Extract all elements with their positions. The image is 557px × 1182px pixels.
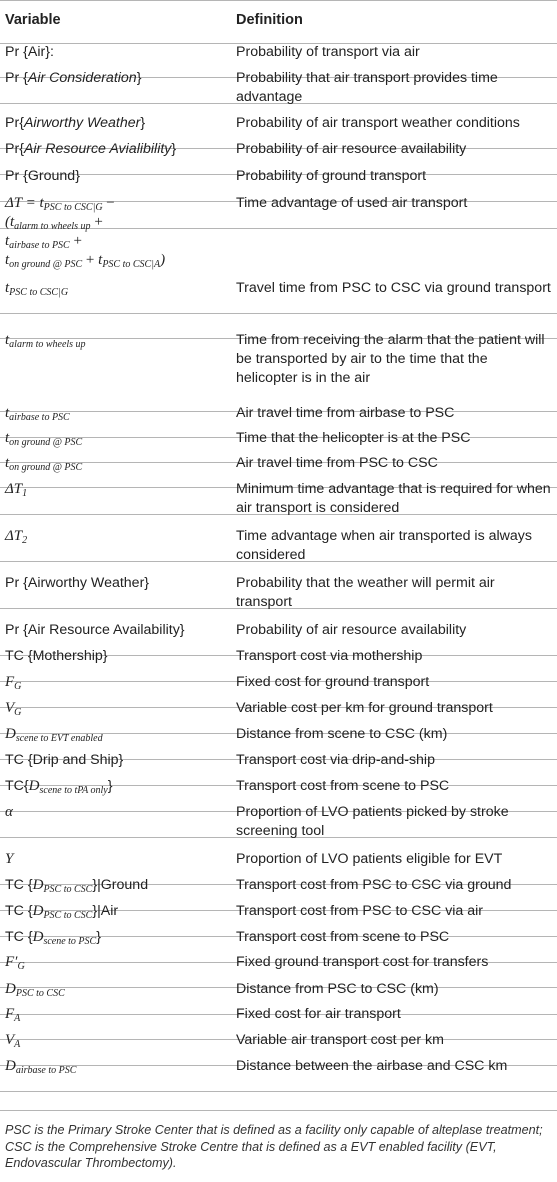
variable-prefix: TC { <box>5 877 33 893</box>
variable-cell <box>5 980 230 999</box>
variable-cell <box>5 621 230 640</box>
variable-suffix: } <box>96 929 101 945</box>
definition-cell: Probability that air transport provides time advantage <box>236 70 498 105</box>
variable-cell <box>5 777 230 796</box>
variable-cell <box>5 751 230 770</box>
variable-cell <box>5 140 230 159</box>
variable-symbol: $D_{PSC to CSC}$ <box>32 877 93 895</box>
variable-suffix: } <box>171 141 177 157</box>
variable-italic: Air Consideration <box>27 70 137 86</box>
variable-cell <box>5 673 230 692</box>
variable-subscript: A <box>14 1039 21 1050</box>
variable-symbol: $D_{PSC to CSC}$ <box>5 981 65 999</box>
variable-subscript: on ground @ PSC <box>9 462 83 473</box>
variable-symbol: $F'_G$ <box>5 954 25 972</box>
variable-subscript: scene to tPA only <box>39 785 108 796</box>
definition-cell: Air travel time from PSC to CSC <box>236 455 438 471</box>
variable-suffix: }|Air <box>92 903 119 919</box>
variable-subscript: 2 <box>22 535 28 546</box>
variable-subscript: PSC to CSC <box>43 884 93 895</box>
definition-cell: Probability of air transport weather conditions <box>236 115 520 131</box>
variable-prefix: Pr {Airworthy Weather} <box>5 575 150 591</box>
variable-symbol: $\Delta T_2$ <box>5 528 28 546</box>
variable-cell <box>5 43 230 62</box>
variable-cell <box>5 69 230 88</box>
variable-cell <box>5 167 230 186</box>
table-footnote: PSC is the Primary Stroke Center that is defined as a facility only capable of alteplase treatment; CSC is the Comprehensive Stroke Centre that is defined as a EVT enabled facility (EVT, Endovascular Thrombectomy). <box>5 1123 543 1170</box>
definition-cell: Probability of air resource availability <box>236 622 467 638</box>
variable-prefix: TC { <box>5 903 33 919</box>
variable-cell <box>5 1005 230 1024</box>
variable-cell <box>5 480 230 499</box>
variable-suffix: } <box>107 778 113 794</box>
variable-cell <box>5 876 230 895</box>
variable-symbol: $F_A$ <box>5 1006 21 1024</box>
variable-cell <box>5 902 230 921</box>
variable-cell <box>5 429 230 448</box>
definition-cell: Variable air transport cost per km <box>236 1032 444 1048</box>
variable-symbol: $F_G$ <box>5 674 22 692</box>
variable-subscript: G <box>14 681 22 692</box>
variable-subscript: 1 <box>22 488 28 499</box>
variable-symbol: $V_A$ <box>5 1032 21 1050</box>
variable-symbol: $t_{on ground @ PSC}$ <box>5 455 83 473</box>
variable-subscript: alarm to wheels up <box>9 339 86 350</box>
definition-cell: Transport cost from PSC to CSC via ground <box>236 877 512 893</box>
definition-cell: Probability that the weather will permit air transport <box>236 575 495 610</box>
definition-cell: Time advantage of used air transport <box>236 195 468 211</box>
definition-cell: Probability of air resource availability <box>236 141 467 157</box>
definition-cell: Air travel time from airbase to PSC <box>236 405 455 421</box>
variable-subscript: PSC to CSC|G <box>9 287 69 298</box>
definition-cell: Proportion of LVO patients eligible for EVT <box>236 851 503 867</box>
variable-symbol: $t_{airbase to PSC}$ <box>5 405 70 423</box>
variable-symbol: $\Delta T_1$ <box>5 481 28 499</box>
variable-cell <box>5 850 230 869</box>
definition-cell: Time advantage when air transported is always considered <box>236 528 532 563</box>
variable-subscript: scene to EVT enabled <box>15 733 103 744</box>
column-header-definition: Definition <box>236 12 303 28</box>
variable-symbol: $t_{alarm to wheels up}$ <box>5 332 86 350</box>
variable-symbol: $D_{scene to EVT enabled}$ <box>5 726 103 744</box>
variable-cell <box>5 279 230 298</box>
definition-cell: Variable cost per km for ground transport <box>236 700 493 716</box>
variable-symbol: $D_{airbase to PSC}$ <box>5 1058 77 1076</box>
definition-cell: Proportion of LVO patients picked by stroke screening tool <box>236 804 509 839</box>
variable-cell <box>5 194 230 270</box>
variable-symbol: $V_G$ <box>5 700 22 718</box>
variable-symbol: α <box>5 804 13 820</box>
definition-cell: Fixed cost for air transport <box>236 1006 401 1022</box>
variable-cell <box>5 404 230 423</box>
definition-cell: Distance from scene to CSC (km) <box>236 726 448 742</box>
variable-symbol: $D_{scene to PSC}$ <box>32 929 97 947</box>
variable-subscript: PSC to CSC <box>43 910 93 921</box>
variable-italic: Air Resource Avialibility <box>23 141 172 157</box>
definition-cell: Transport cost from scene to PSC <box>236 778 450 794</box>
variable-prefix: Pr { <box>5 70 28 86</box>
variable-prefix: TC { <box>5 929 33 945</box>
definition-cell: Transport cost from scene to PSC <box>236 929 450 945</box>
table-top-rule <box>0 0 557 1</box>
definition-cell: Transport cost via mothership <box>236 648 423 664</box>
variable-cell <box>5 647 230 666</box>
variable-subscript: airbase to PSC <box>15 1065 77 1076</box>
variable-prefix: Pr {Air Resource Availability} <box>5 622 185 638</box>
variable-suffix: } <box>136 70 142 86</box>
variable-symbol: $t_{on ground @ PSC}$ <box>5 430 83 448</box>
time-advantage-formula: $\Delta T = t_{PSC to CSC|G}$ − ($t_{alarm to wheels up}$ + $t_{airbase to PSC}$ + $t_{on ground @ PSC} + t_{PSC to CSC|A}$) <box>5 195 166 270</box>
variable-subscript: G <box>17 961 25 972</box>
variable-suffix: }|Ground <box>92 877 149 893</box>
definition-cell: Travel time from PSC to CSC via ground transport <box>236 280 551 296</box>
variable-cell <box>5 928 230 947</box>
definition-cell: Probability of ground transport <box>236 168 427 184</box>
variable-symbol: $D_{PSC to CSC}$ <box>32 903 93 921</box>
variable-subscript: PSC to CSC <box>15 988 65 999</box>
variable-prefix: Pr {Ground} <box>5 168 80 184</box>
row-rule <box>0 313 557 314</box>
definition-cell: Probability of transport via air <box>236 44 420 60</box>
column-header-variable: Variable <box>5 12 61 28</box>
definition-cell: Distance between the airbase and CSC km <box>236 1058 508 1074</box>
definition-cell: Minimum time advantage that is required for when air transport is considered <box>236 481 551 516</box>
variable-cell <box>5 953 230 972</box>
variable-prefix: TC{ <box>5 778 29 794</box>
definition-cell: Distance from PSC to CSC (km) <box>236 981 439 997</box>
row-rule <box>0 1091 557 1092</box>
definition-cell: Time from receiving the alarm that the patient will be transported by air to the time that the helicopter is in the air <box>236 332 545 386</box>
variable-subscript: airbase to PSC <box>9 412 70 423</box>
variable-prefix: Pr{ <box>5 115 24 131</box>
variable-italic: Airworthy Weather <box>23 115 141 131</box>
variable-cell <box>5 114 230 133</box>
definition-cell: Transport cost via drip-and-ship <box>236 752 435 768</box>
variable-cell <box>5 803 230 822</box>
variable-cell <box>5 331 230 350</box>
variable-symbol: $D_{scene to tPA only}$ <box>28 778 108 796</box>
definition-cell: Transport cost from PSC to CSC via air <box>236 903 484 919</box>
variable-prefix: Pr{ <box>5 141 24 157</box>
variable-symbol: Y <box>5 851 14 867</box>
variable-subscript: scene to PSC <box>43 936 97 947</box>
definition-cell: Time that the helicopter is at the PSC <box>236 430 471 446</box>
variable-cell <box>5 699 230 718</box>
variable-cell <box>5 725 230 744</box>
variable-cell <box>5 1057 230 1076</box>
variable-symbol: $t_{PSC to CSC|G}$ <box>5 280 69 298</box>
variable-prefix: TC {Mothership} <box>5 648 108 664</box>
definition-cell: Fixed ground transport cost for transfers <box>236 954 489 970</box>
definition-cell: Fixed cost for ground transport <box>236 674 430 690</box>
variable-cell <box>5 527 230 546</box>
variable-cell <box>5 454 230 473</box>
table-bottom-rule <box>0 1110 557 1111</box>
variable-prefix: Pr {Air}: <box>5 44 54 60</box>
variable-suffix: } <box>140 115 146 131</box>
variable-cell <box>5 1031 230 1050</box>
variable-cell <box>5 574 230 593</box>
variable-prefix: TC {Drip and Ship} <box>5 752 124 768</box>
variable-subscript: A <box>14 1013 21 1024</box>
variable-subscript: G <box>14 707 22 718</box>
variable-subscript: on ground @ PSC <box>9 437 83 448</box>
